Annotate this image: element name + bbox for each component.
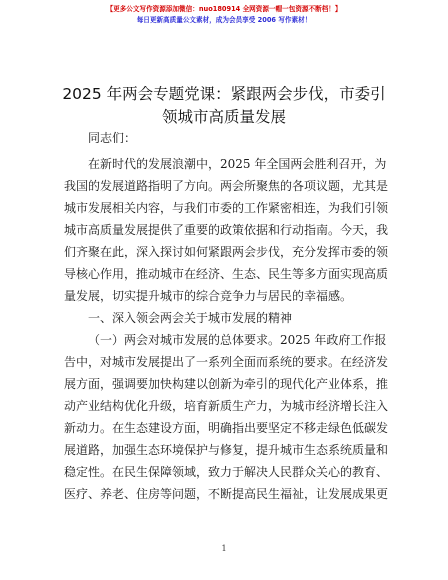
body-line: 们齐聚在此，深入探讨如何紧跟两会步伐，充分发挥市委的领 bbox=[64, 245, 389, 259]
body-line: 动产业结构优化升级，培育新质生产力，为城市经济增长注入 bbox=[64, 399, 389, 413]
body-line: （一）两会对城市发展的总体要求。2025 年政府工作报 bbox=[88, 333, 387, 347]
body-line: 医疗、养老、住房等问题，不断提高民生福祉，让发展成果更 bbox=[64, 487, 389, 501]
body-line: 导核心作用，推动城市在经济、生态、民生等多方面实现高质 bbox=[64, 267, 389, 281]
document-body bbox=[64, 153, 394, 505]
body-line: 量发展，切实提升城市的综合竞争力与居民的幸福感。 bbox=[64, 289, 353, 303]
document-title bbox=[40, 83, 408, 129]
body-line: 稳定性。在民生保障领域，致力于解决人民群众关心的教育、 bbox=[64, 465, 389, 479]
salutation: 同志们： bbox=[88, 131, 137, 145]
body-line: 我国的发展道路指明了方向。两会所聚焦的各项议题，尤其是 bbox=[64, 179, 389, 193]
promo-banner-line-2: 每日更新高质量公文素材，成为会员享受 2006 写作素材！ bbox=[136, 16, 312, 24]
body-line: 在新时代的发展浪潮中，2025 年全国两会胜利召开，为 bbox=[88, 157, 387, 171]
body-line: 告中，对城市发展提出了一系列全面而系统的要求。在经济发 bbox=[64, 355, 389, 369]
body-line: 城市高质量发展提供了重要的政策依据和行动指南。今天，我 bbox=[64, 223, 389, 237]
promo-banner-line-1: 【更多公文写作资源添加微信：nuo180914 全网资源一帽一包资源不断档！】 bbox=[106, 5, 342, 13]
title-line-1: 2025 年两会专题党课：紧跟两会步伐，市委引 bbox=[62, 85, 386, 103]
promo-banner bbox=[0, 4, 448, 26]
body-line: 展方面，强调要加快构建以创新为牵引的现代化产业体系，推 bbox=[64, 377, 389, 391]
body-line: 展道路，加强生态环境保护与修复，提升城市生态系统质量和 bbox=[64, 443, 389, 457]
page-number: 1 bbox=[221, 544, 227, 553]
body-line: 新动力。在生态建设方面，明确指出要坚定不移走绿色低碳发 bbox=[64, 421, 389, 435]
body-line: 城市发展相关内容，与我们市委的工作紧密相连，为我们引领 bbox=[64, 201, 389, 215]
section-heading: 一、深入领会两会关于城市发展的精神 bbox=[88, 311, 293, 325]
title-line-2: 领城市高质量发展 bbox=[161, 108, 286, 126]
